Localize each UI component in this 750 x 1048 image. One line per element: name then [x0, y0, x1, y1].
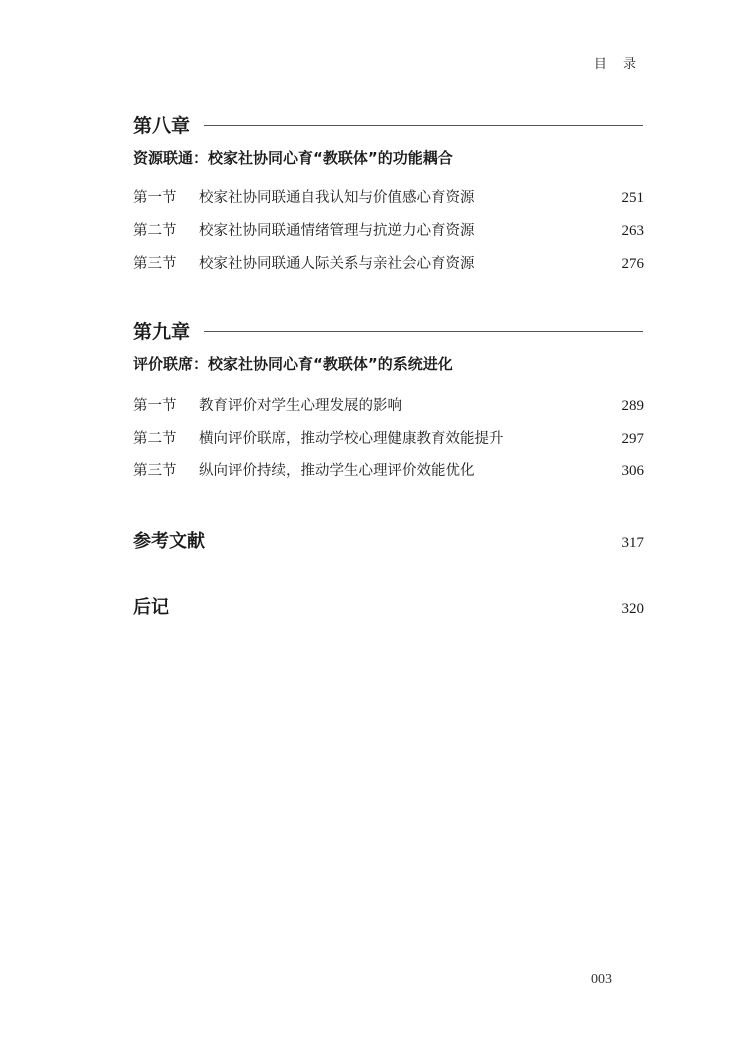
chapter-8-rule	[204, 125, 643, 126]
page-number: 263	[621, 223, 644, 239]
page-number: 306	[621, 463, 644, 479]
page-number: 251	[621, 190, 644, 206]
chapter-8-heading	[133, 111, 643, 138]
toc-entry[interactable]	[133, 219, 644, 240]
chapter-9-title: 评价联席：校家社协同心育“教联体”的系统进化	[133, 355, 453, 373]
section-label: 第二节	[133, 431, 177, 447]
section-title: 教育评价对学生心理发展的影响	[199, 398, 402, 414]
toc-entry[interactable]	[133, 427, 644, 448]
section-title: 横向评价联席，推动学校心理健康教育效能提升	[199, 431, 504, 447]
page-number: 317	[621, 535, 644, 551]
page-number: 276	[621, 256, 644, 272]
toc-entry[interactable]	[133, 252, 644, 273]
toc-entry[interactable]	[133, 186, 644, 207]
chapter-9-heading	[133, 317, 643, 344]
references-title: 参考文献	[133, 531, 205, 552]
page-number: 297	[621, 431, 644, 447]
section-title: 校家社协同联通人际关系与亲社会心育资源	[199, 256, 475, 272]
toc-entry[interactable]	[133, 459, 644, 480]
toc-entry-afterword[interactable]	[133, 593, 644, 619]
chapter-9-number: 第九章	[133, 321, 191, 343]
toc-entry-references[interactable]	[133, 527, 644, 553]
section-title: 校家社协同联通自我认知与价值感心育资源	[199, 190, 475, 206]
section-label: 第二节	[133, 223, 177, 239]
section-title: 校家社协同联通情绪管理与抗逆力心育资源	[199, 223, 475, 239]
section-label: 第一节	[133, 190, 177, 206]
section-label: 第一节	[133, 398, 177, 414]
toc-entry[interactable]	[133, 394, 644, 415]
chapter-8-number: 第八章	[133, 115, 191, 137]
section-title: 纵向评价持续，推动学生心理评价效能优化	[199, 463, 475, 479]
page-number: 289	[621, 398, 644, 414]
section-label: 第三节	[133, 256, 177, 272]
section-label: 第三节	[133, 463, 177, 479]
folio-page-number: 003	[591, 972, 612, 987]
running-head: 目 录	[593, 57, 642, 72]
chapter-9-rule	[204, 331, 643, 332]
afterword-title: 后记	[133, 597, 169, 618]
chapter-8-title: 资源联通：校家社协同心育“教联体”的功能耦合	[133, 149, 453, 167]
page-number: 320	[621, 601, 644, 617]
